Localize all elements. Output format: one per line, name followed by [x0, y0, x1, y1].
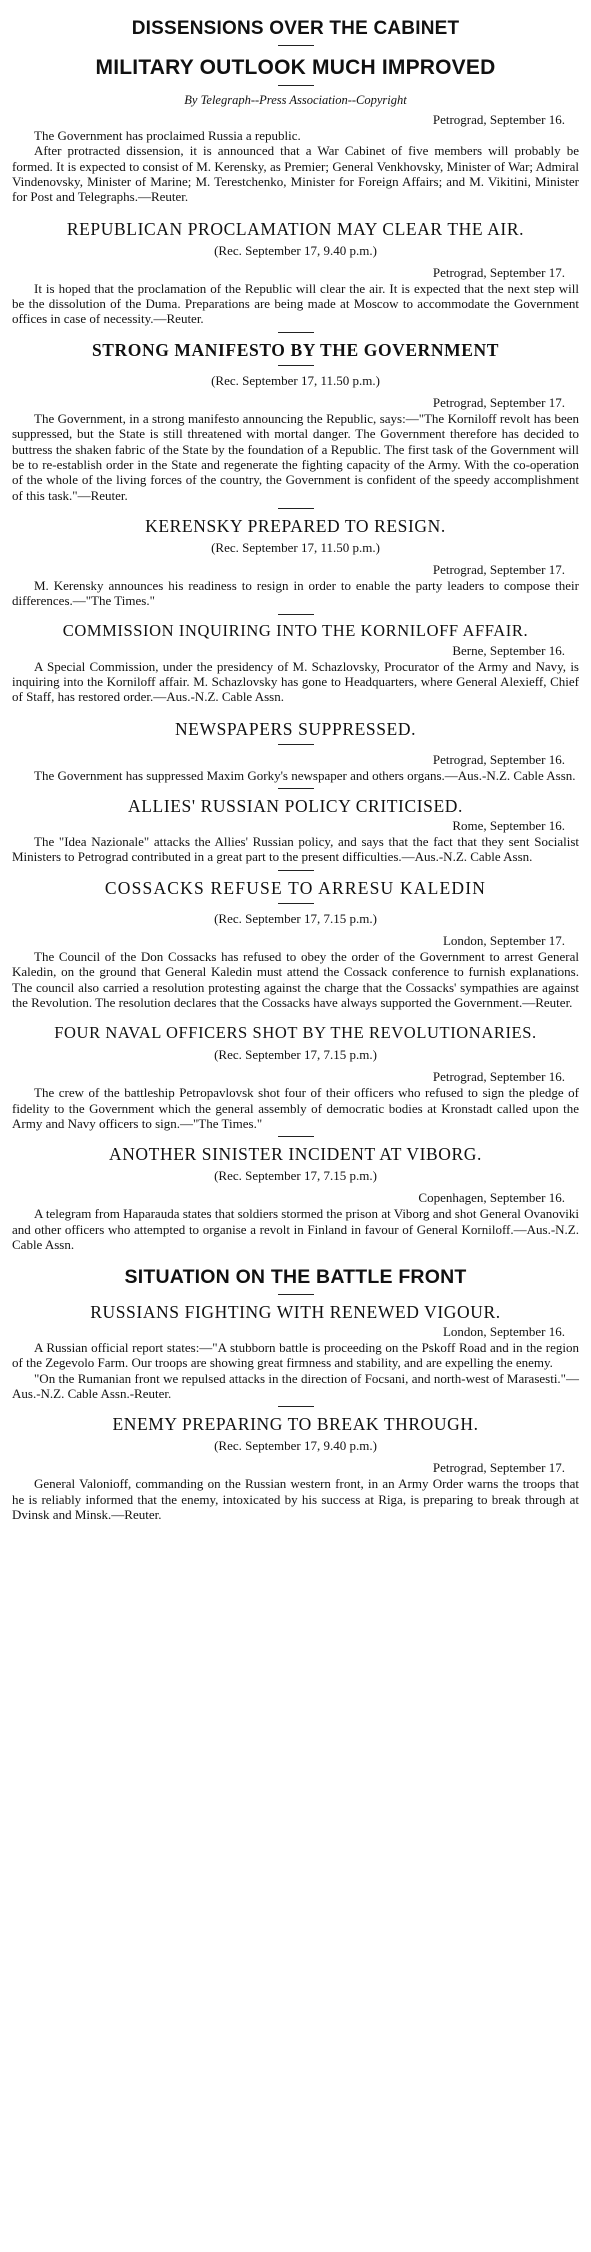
article-body	[12, 659, 579, 705]
paragraph: It is hoped that the proclamation of the Republic will clear the air. It is expected that the next step will be the dissolution of the Duma. Preparations are being made at Moscow to accommodate the Government offices in case of necessity.—Reuter.	[12, 280, 579, 327]
paragraph: The crew of the battleship Petropavlovsk shot four of their officers who refused to sign the pledge of fidelity to the Government which the general assembly of democratic bodies at Kronstadt called upon the Army and Navy officers to sign.—"The Times."	[12, 1085, 579, 1131]
dateline: Petrograd, September 16.	[432, 751, 565, 767]
article-body	[12, 834, 579, 865]
paragraph: The Government has suppressed Maxim Gorky's newspaper and others organs.—Aus.-N.Z. Cable Assn.	[34, 767, 576, 783]
subheadline: RUSSIANS FIGHTING WITH RENEWED VIGOUR.	[90, 1301, 501, 1322]
received-time: (Rec. September 17, 11.50 p.m.)	[211, 539, 380, 555]
dateline: Petrograd, September 17.	[432, 394, 565, 410]
headline: ANOTHER SINISTER INCIDENT AT VIBORG.	[108, 1144, 483, 1165]
rule	[278, 903, 314, 904]
paragraph: The Council of the Don Cossacks has refused to obey the order of the Government to arrest General Kaledin, on the ground that General Kaledin must attend the Cossack conference to furnish explanations. The council also carried a resolution protesting against the charge that the Cossacks' sympathies are against the Revolution. The resolution declares that the Cossacks have always supported the Government.—Reuter.	[12, 948, 579, 1010]
article-body	[12, 578, 579, 609]
subheadline: MILITARY OUTLOOK MUCH IMPROVED	[95, 55, 496, 79]
dateline: Petrograd, September 17.	[432, 264, 565, 280]
received-time: (Rec. September 17, 11.50 p.m.)	[211, 372, 380, 388]
article-body	[12, 1340, 579, 1401]
headline: SITUATION ON THE BATTLE FRONT	[124, 1266, 467, 1289]
paragraph: The Government, in a strong manifesto announcing the Republic, says:—"The Korniloff revolt has been suppressed, but the State is still threatened with mortal danger. The Government therefore has decided to buttress the shaken fabric of the State by the foundation of a Republic. The first task of the Government will be to re-establish order in the State and regenerate the fighting capacity of the Army. With the co-operation of the whole of the living forces of the country, the Government is confident of the speedy accomplishment of this task."—Reuter.	[12, 410, 579, 503]
paragraph: After protracted dissension, it is announced that a War Cabinet of five members will probably be formed. It is expected to consist of M. Kerensky, as Premier; General Venkhovsky, Minister of War; Admiral Vindenovsky, Minister of Marine; M. Terestchenko, Minister for Foreign Affairs; and M. Vikitini, Minister for Post and Telegraphs.—Reuter.	[12, 143, 579, 205]
article-body	[12, 128, 579, 205]
rule	[278, 744, 314, 745]
received-time: (Rec. September 17, 7.15 p.m.)	[214, 910, 377, 926]
headline: FOUR NAVAL OFFICERS SHOT BY THE REVOLUTIONARIES.	[54, 1023, 537, 1043]
byline: By Telegraph--Press Association--Copyright	[184, 92, 407, 107]
rule	[278, 870, 314, 871]
received-time: (Rec. September 17, 9.40 p.m.)	[214, 242, 377, 258]
paragraph: A Special Commission, under the presidency of M. Schazlovsky, Procurator of the Army and Navy, is inquiring into the Korniloff affair. M. Schazlovsky has gone to Headquarters, where General Alexieff, Chief of Staff, has restored order.—Aus.-N.Z. Cable Assn.	[12, 658, 579, 705]
rule	[278, 1136, 314, 1137]
article-strong-manifesto	[8, 340, 583, 503]
article-naval-officers-shot	[8, 1024, 583, 1131]
article-kerensky-resign	[8, 516, 583, 609]
dateline: Berne, September 16.	[452, 642, 565, 658]
article-newspapers-suppressed	[8, 719, 583, 783]
paragraph: "On the Rumanian front we repulsed attacks in the direction of Focsani, and north-west of Marasesti."—Aus.-N.Z. Cable Assn.-Reuter.	[12, 1370, 579, 1401]
rule	[278, 1294, 314, 1295]
rule	[278, 614, 314, 615]
dateline: Petrograd, September 16.	[432, 1069, 565, 1085]
dateline: Petrograd, September 16.	[432, 111, 565, 127]
article-korniloff-commission	[8, 622, 583, 705]
paragraph: The "Idea Nazionale" attacks the Allies' Russian policy, and says that the fact that they sent Socialist Ministers to Petrograd contributed in a great part to the present difficulties.—Aus.-N.Z. Cable Assn.	[12, 834, 579, 865]
paragraph: A telegram from Haparauda states that soldiers stormed the prison at Viborg and shot General Ovanoviki and other officers who attempted to organise a revolt in Finland in favour of General Korniloff.—Aus.-N.Z. Cable Assn.	[12, 1206, 579, 1252]
rule	[278, 45, 314, 46]
article-body	[12, 1206, 579, 1252]
rule	[278, 508, 314, 509]
headline: KERENSKY PREPARED TO RESIGN.	[145, 515, 446, 536]
article-viborg-incident	[8, 1144, 583, 1252]
article-cossacks-refuse	[8, 878, 583, 1010]
article-body	[12, 411, 579, 503]
headline: NEWSPAPERS SUPPRESSED.	[174, 718, 417, 739]
received-time: (Rec. September 17, 9.40 p.m.)	[214, 1438, 377, 1454]
article-body	[12, 281, 579, 327]
rule	[278, 332, 314, 333]
received-time: (Rec. September 17, 7.15 p.m.)	[214, 1168, 377, 1184]
article-body	[12, 1476, 579, 1522]
article-republican-proclamation	[8, 219, 583, 327]
article-cabinet-dissensions	[8, 0, 583, 205]
dateline: Copenhagen, September 16.	[418, 1190, 565, 1206]
rule	[278, 1406, 314, 1407]
headline: DISSENSIONS OVER THE CABINET	[131, 18, 460, 39]
paragraph: M. Kerensky announces his readiness to resign in order to enable the party leaders to compose their differences.—"The Times."	[12, 577, 579, 609]
rule	[278, 365, 314, 366]
headline: REPUBLICAN PROCLAMATION MAY CLEAR THE AIR.	[66, 218, 525, 239]
dateline: Petrograd, September 17.	[432, 1460, 565, 1476]
article-body	[12, 1085, 579, 1131]
dateline: Rome, September 16.	[452, 818, 565, 834]
article-body	[12, 768, 579, 783]
article-battle-front	[8, 1266, 583, 1401]
rule	[278, 85, 314, 86]
article-enemy-break-through	[8, 1414, 583, 1522]
dateline: London, September 16.	[442, 1323, 565, 1339]
dateline: London, September 17.	[442, 932, 565, 948]
headline: STRONG MANIFESTO BY THE GOVERNMENT	[91, 339, 500, 360]
headline: ALLIES' RUSSIAN POLICY CRITICISED.	[128, 796, 463, 817]
paragraph: A Russian official report states:—"A stubborn battle is proceeding on the Pskoff Road and in the region of the Zegevolo Farm. Our troops are showing great firmness and stability, and are expelling the enemy.	[12, 1339, 579, 1371]
headline: COSSACKS REFUSE TO ARRESU KALEDIN	[104, 877, 487, 898]
paragraph: The Government has proclaimed Russia a republic.	[34, 127, 301, 143]
dateline: Petrograd, September 17.	[432, 561, 565, 577]
rule	[278, 788, 314, 789]
article-allies-policy	[8, 796, 583, 865]
headline: COMMISSION INQUIRING INTO THE KORNILOFF AFFAIR.	[62, 620, 529, 640]
article-body	[12, 949, 579, 1010]
paragraph: General Valonioff, commanding on the Russian western front, in an Army Order warns the troops that he is reliably informed that the enemy, intoxicated by his success at Riga, is preparing to break through at Dvinsk and Minsk.—Reuter.	[12, 1476, 579, 1522]
received-time: (Rec. September 17, 7.15 p.m.)	[214, 1047, 377, 1063]
headline: ENEMY PREPARING TO BREAK THROUGH.	[112, 1414, 479, 1435]
